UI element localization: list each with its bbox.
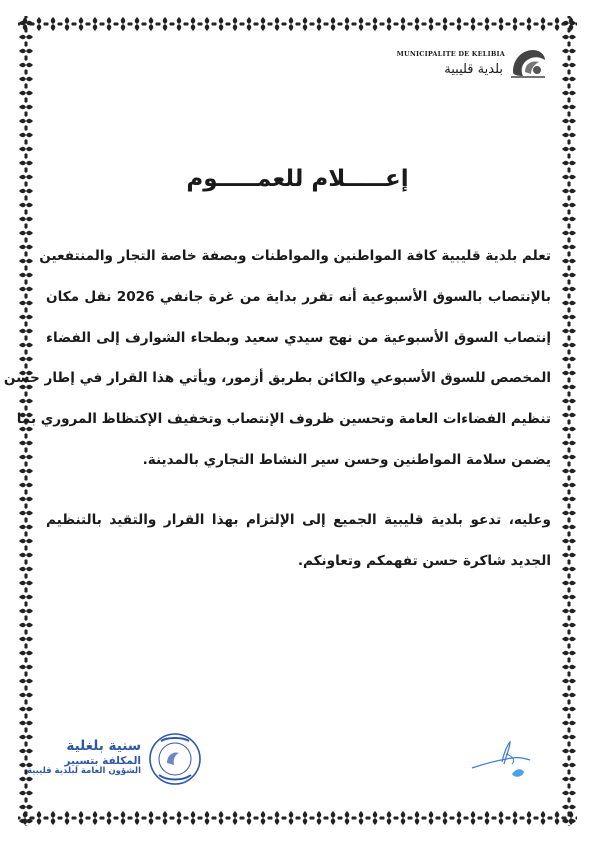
kelibia-fortress-logo-icon xyxy=(509,46,547,80)
paragraph2-line: الجديد شاكرة حسن تفهمكم وتعاونكم. xyxy=(297,552,551,569)
municipality-name-ar: بلدية قليبية xyxy=(444,62,503,77)
stamp-text-block xyxy=(27,738,141,776)
paragraph1-line: بالإنتصاب بالسوق الأسبوعية أنه تقرر بداية من غرة جانفي 2026 نقل مكان xyxy=(46,288,551,305)
ornamental-border-top xyxy=(18,16,577,32)
notice-body xyxy=(3,248,551,593)
ornamental-border-bottom xyxy=(18,810,577,826)
handwritten-signature-icon xyxy=(468,738,534,782)
municipality-name-fr: MUNICIPALITE DE KELIBIA xyxy=(396,50,505,58)
paragraph1-line: تعلم بلدية قليبية كافة المواطنين والمواطنات وبصفة خاصة التجار والمنتفعين xyxy=(39,248,551,264)
stamp-department: الشؤون العامة لبلدية قليبية xyxy=(27,765,141,776)
paragraph2-line: وعليه، تدعو بلدية قليبية الجميع إلى الإلتزام بهذا القرار والتقيد بالتنظيم xyxy=(46,511,551,528)
stamp-official-name: سنية بلغلية xyxy=(66,738,141,754)
paragraph1-line: تنظيم الفضاءات العامة وتحسين ظروف الإنتصاب وتخفيف الإكتظاظ المروري بما xyxy=(16,411,551,428)
ornamental-border-right xyxy=(561,16,577,826)
paragraph1-line: إنتصاب السوق الأسبوعية من نهج سيدي سعيد وبطحاء الشوارف إلى الفضاء xyxy=(46,329,551,346)
round-seal-icon xyxy=(147,731,203,787)
official-stamp xyxy=(27,735,205,797)
municipality-header xyxy=(397,44,547,86)
stamp-official-role: المكلفة بتسيير xyxy=(64,754,141,767)
notice-title: إعـــــلام للعمـــــوم xyxy=(186,166,409,192)
paragraph1-line: يضمن سلامة المواطنين وحسن سير النشاط التجاري بالمدينة. xyxy=(142,451,551,468)
paragraph1-line: المخصص للسوق الأسبوعي والكائن بطريق أزمور، ويأتي هذا القرار في إطار حسن xyxy=(3,370,551,387)
